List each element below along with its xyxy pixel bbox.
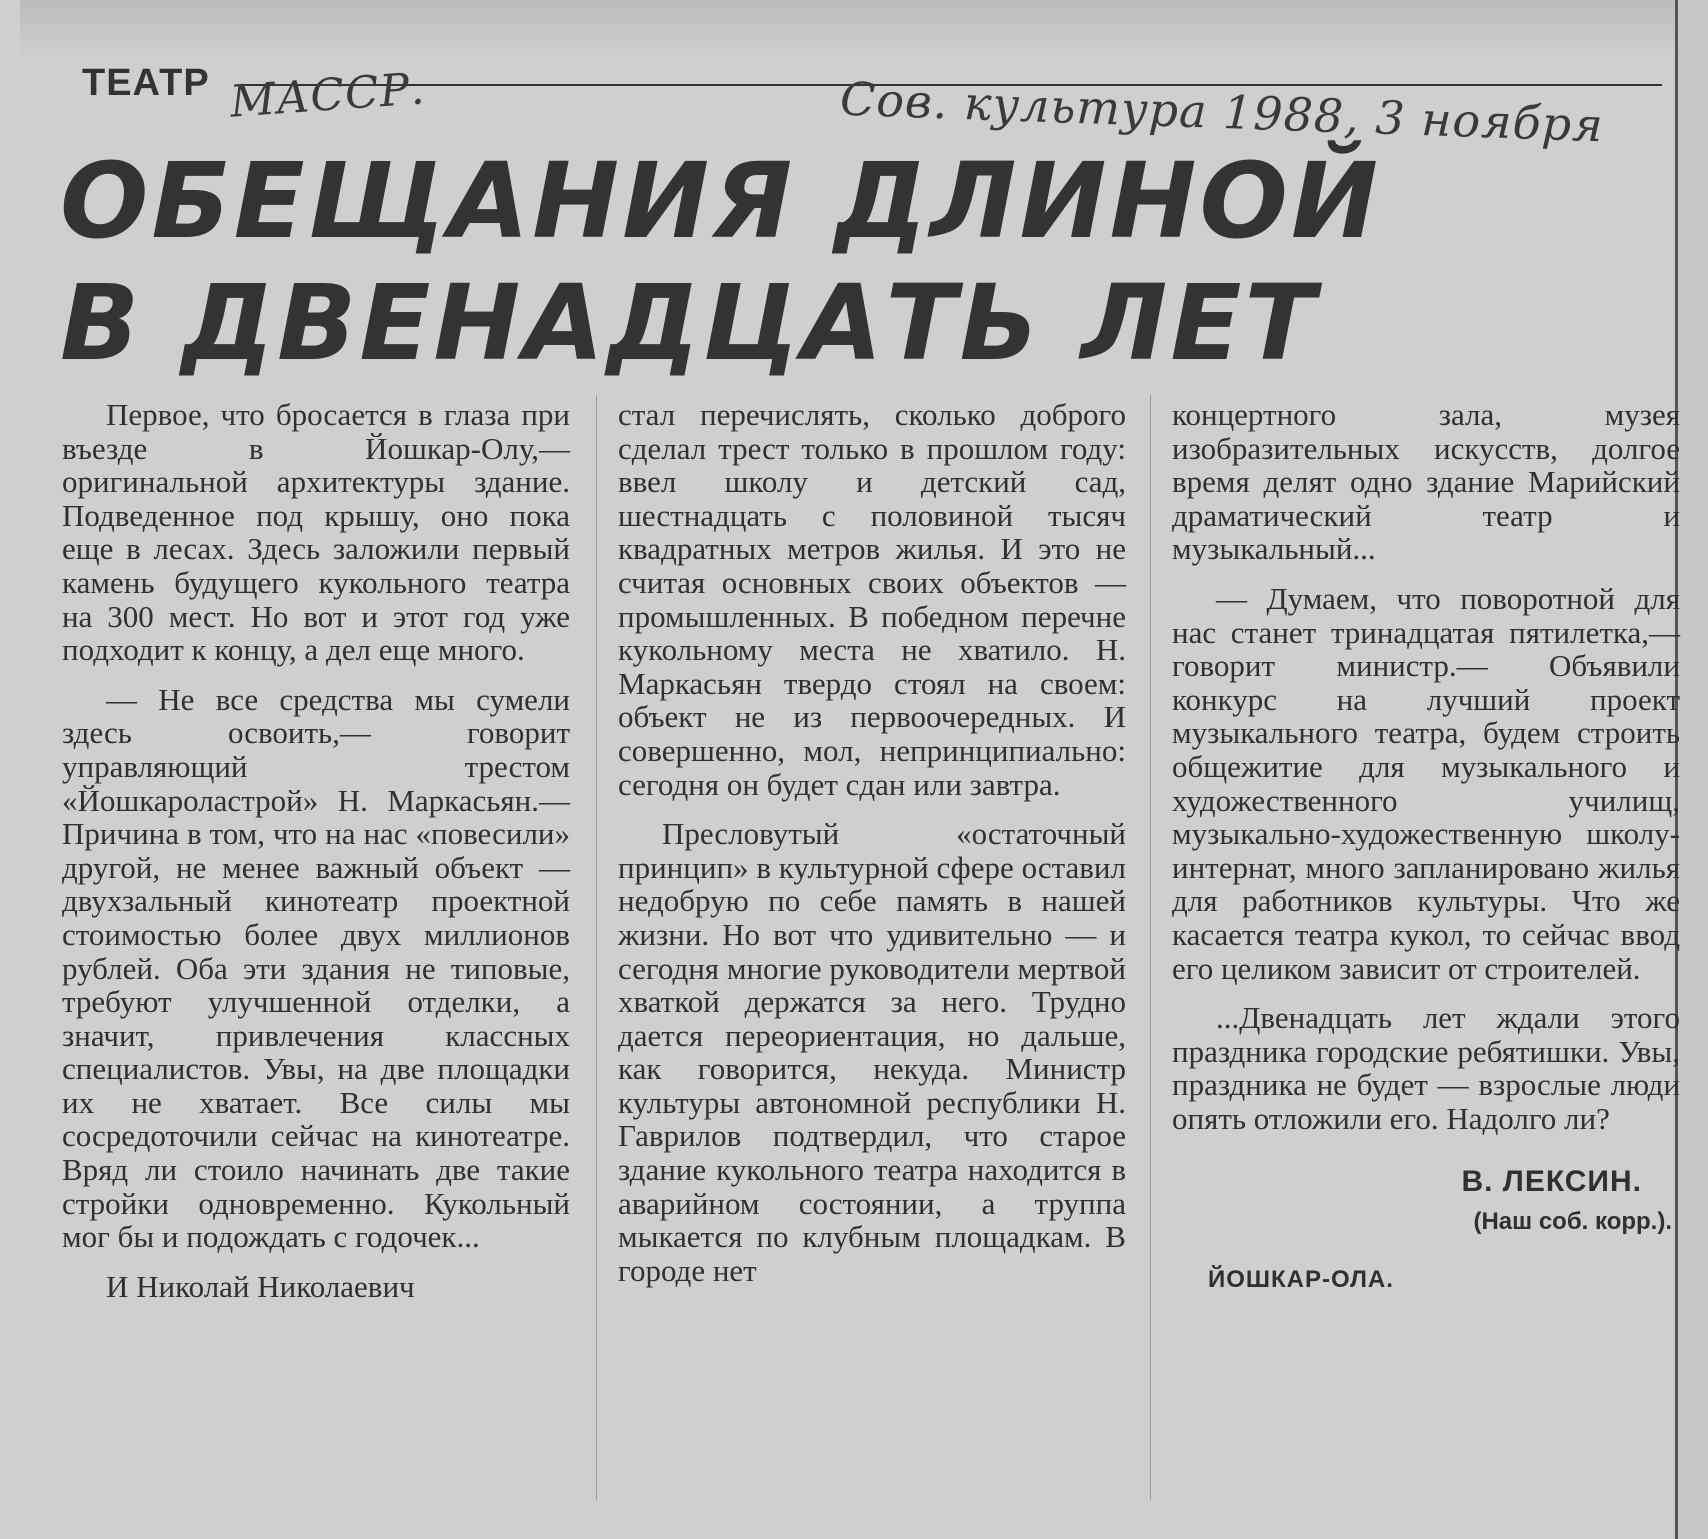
adjacent-article-bleed xyxy=(20,0,1708,60)
paragraph: И Николай Николаевич xyxy=(106,1268,415,1304)
headline-line-2: В ДВЕНАДЦАТЬ ЛЕТ xyxy=(60,262,1319,384)
author-note: (Наш соб. корр.). xyxy=(1473,1208,1672,1236)
article-column-2 xyxy=(618,398,1126,1287)
paragraph: Первое, что бросается в глаза при въезде в Йошкар-Олу,— оригинальной архитектуры здание. Подведенное под крышу, оно пока еще в лесах. Здесь заложили первый камень будущего кукольного театра на 300 мест. Но вот и этот год уже подходит к концу, а дел еще много. xyxy=(62,397,570,668)
column-divider xyxy=(1150,395,1151,1500)
article-column-3 xyxy=(1172,398,1680,1296)
paragraph: ...Двенадцать лет ждали этого праздника городские ребятишки. Увы, праздника не будет — взрослые люди опять отложили его. Надолго ли? xyxy=(1172,1000,1680,1136)
column-divider xyxy=(596,395,597,1500)
handwritten-source-note: Сов. культура 1988, 3 ноября xyxy=(839,71,1605,153)
paragraph: Пресловутый «остаточный принцип» в культурной сфере оставил недобрую по себе память в нашей жизни. Но вот что удивительно — и сегодня многие руководители мертвой хваткой держатся за него. Трудно дается переориентация, но дальше, как говорится, некуда. Министр культуры автономной республики Н. Гаврилов подтвердил, что старое здание кукольного театра находится в аварийном состоянии, а труппа мыкается по клубным площадкам. В городе нет xyxy=(618,816,1126,1288)
handwritten-note-left: МАССР. xyxy=(228,63,427,128)
paragraph: — Думаем, что поворотной для нас станет тринадцатая пятилетка,— говорит министр.— Объявили конкурс на лучший проект музыкального театра, будем строить общежитие для музыкального и художественного училищ, музыкально-художественную школу-интернат, много запланировано жилья для работников культуры. Что же касается театра кукол, то сейчас ввод его целиком зависит от строителей. xyxy=(1172,580,1680,986)
author-byline: В. ЛЕКСИН. xyxy=(1461,1165,1642,1199)
paragraph: стал перечислять, сколько доброго сделал трест только в прошлом году: ввел школу и детский сад, шестнадцать с половиной тысяч квадратных метров жилья. И это не считая основных своих объектов — промышленных. В победном перечне кукольному места не хватило. Н. Маркасьян твердо стоял на своем: объект не из первоочередных. И совершенно, мол, непринципиально: сегодня он будет сдан или завтра. xyxy=(618,397,1126,802)
headline-line-1: ОБЕЩАНИЯ ДЛИНОЙ xyxy=(60,140,1381,262)
dateline: ЙОШКАР-ОЛА. xyxy=(1208,1265,1394,1293)
article-column-1 xyxy=(62,398,570,1303)
paragraph: — Не все средства мы сумели здесь освоить,— говорит управляющий трестом «Йошкароластрой» Н. Маркасьян.— Причина в том, что на нас «повесили» другой, не менее важный объект — двухзальный кинотеатр проектной стоимостью более двух миллионов рублей. Оба эти здания не типовые, требуют улучшенной отделки, а значит, привлечения классных специалистов. Увы, на две площадки их не хватает. Все силы мы сосредоточили сейчас на кинотеатре. Вряд ли стоило начинать две такие стройки одновременно. Кукольный мог бы и подождать с годочек... xyxy=(62,681,570,1255)
headline xyxy=(60,140,1400,384)
rubric-label: ТЕАТР xyxy=(82,62,210,104)
paragraph: концертного зала, музея изобразительных искусств, долгое время делят одно здание Марийский драматический театр и музыкальный... xyxy=(1172,397,1680,567)
